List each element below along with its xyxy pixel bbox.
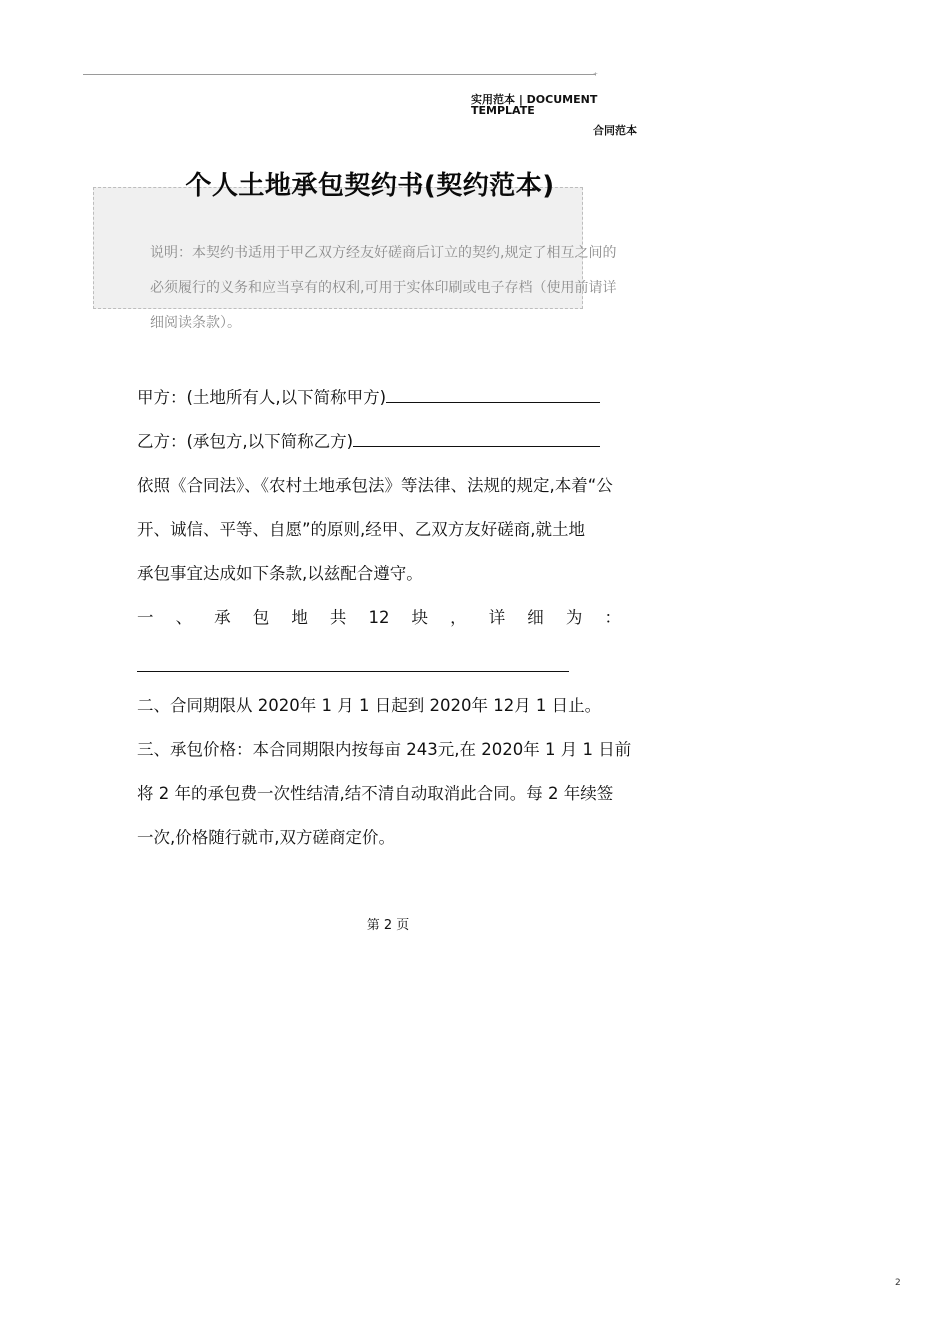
header-category-label: 合同范本 [593,124,637,137]
clause-2: 二、合同期限从 2020年 1 月 1 日起到 2020年 12月 1 日止。 [137,696,602,715]
intro-line-2: 开、诚信、平等、自愿”的原则,经甲、乙双方友好磋商,就土地 [137,520,586,539]
clause-1-line [137,596,621,640]
party-b-blank[interactable] [353,428,600,447]
clause-1-part: 共 [329,608,347,627]
document-body [137,376,640,640]
intro-line-1: 依照《合同法》、《农村土地承包法》等法律、法规的规定,本着“公 [137,476,613,495]
clause-1-part: 块 [411,608,429,627]
clause-1-part: ： [604,608,621,627]
party-b-line [137,420,640,464]
header-template-label: 实用范本 | DOCUMENT TEMPLATE [471,93,598,117]
corner-page-number: 2 [895,1278,901,1288]
clause-1-part: 为 [565,608,583,627]
document-note: 说明：本契约书适用于甲乙双方经友好磋商后订立的契约,规定了相互之间的必须履行的义务和应当享有的权利,可用于实体印刷或电子存档（使用前请详细阅读条款）。 [150,245,617,331]
clause-1-part: 详 [488,608,506,627]
party-a-label: 甲方：(土地所有人,以下简称甲方) [137,388,387,407]
clause-1-part: 承 [214,608,231,627]
clause-1-part: 、 [175,608,193,627]
clause-3-line-1: 三、承包价格：本合同期限内按每亩 243元,在 2020年 1 月 1 日前 [137,740,632,759]
clause-1-part: 一 [137,608,154,627]
clause-1-part: 细 [527,608,544,627]
header-rule [83,74,596,75]
document-body-continued [137,684,640,860]
intro-line-3: 承包事宜达成如下条款,以兹配合遵守。 [137,564,423,583]
clause-1-part: 地 [291,608,308,627]
clause-3-line-2: 将 2 年的承包费一次性结清,结不清自动取消此合同。每 2 年续签 [137,784,614,803]
clause-3-line-3: 一次,价格随行就市,双方磋商定价。 [137,828,395,847]
header-rule-marker: + [593,71,599,78]
document-title: 个人土地承包契约书(契约范本) [185,171,555,201]
party-b-label: 乙方：(承包方,以下简称乙方) [137,432,354,451]
party-a-line [137,376,640,420]
clause-1-detail-blank[interactable] [137,671,569,672]
clause-1-part: 12 [368,608,390,627]
clause-1-part: 包 [252,608,270,627]
party-a-blank[interactable] [386,384,600,403]
clause-1-part: ， [450,608,467,627]
page-footer: 第 2 页 [366,918,410,933]
